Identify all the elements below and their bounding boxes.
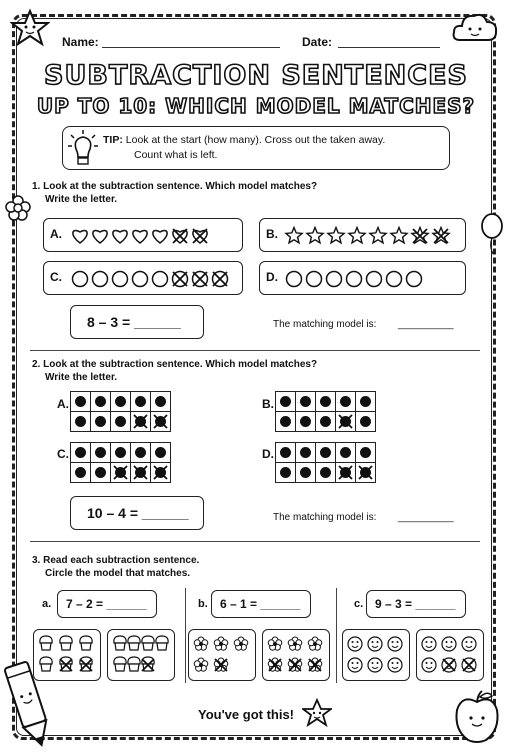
q1-equation-box — [70, 305, 204, 339]
q1-option-c[interactable] — [43, 261, 243, 295]
star-icon — [302, 698, 332, 728]
ten-frame-cell — [151, 463, 171, 483]
ten-frame-cell — [336, 392, 356, 412]
q1-option-b-model — [284, 224, 464, 248]
q3-part-letter: b. — [198, 598, 208, 610]
q1-matching-label: The matching model is: — [273, 319, 377, 330]
circle-icon — [193, 272, 208, 287]
q1-prompt-line1: 1. Look at the subtraction sentence. Which model matches? — [32, 181, 318, 192]
star-icon — [286, 228, 302, 243]
ten-frame-cell — [91, 392, 111, 412]
q3-model-icons — [34, 630, 100, 680]
smiley-icon — [388, 658, 402, 672]
ten-frame-cell — [296, 443, 316, 463]
q3-part-a-equation-box — [57, 590, 157, 618]
ten-frame-cell — [131, 463, 151, 483]
circle-icon — [327, 272, 342, 287]
ten-frame — [70, 442, 171, 483]
cupcake-icon — [80, 657, 92, 671]
star-icon — [370, 228, 386, 243]
cupcake-icon — [80, 636, 92, 650]
ten-frame-cell — [356, 443, 376, 463]
ten-frame-cell — [356, 412, 376, 432]
heart-icon — [193, 229, 207, 243]
q3-part-letter: c. — [354, 598, 364, 610]
flower-icon — [214, 637, 228, 650]
name-label: Name: — [62, 35, 99, 49]
q2-prompt-line1: 2. Look at the subtraction sentence. Which model matches? — [32, 359, 318, 370]
ten-frame-cell — [71, 392, 91, 412]
ten-frame-cell — [91, 463, 111, 483]
q2-option-letter: D. — [262, 447, 274, 461]
page-title: SUBTRACTION SENTENCES — [44, 60, 468, 91]
cupcake-icon — [142, 657, 154, 671]
ten-frame-cell — [131, 392, 151, 412]
heart-icon — [93, 231, 107, 243]
cloud-icon — [450, 8, 500, 48]
ten-frame-cell — [71, 412, 91, 432]
flower-icon — [194, 658, 208, 671]
ten-frame-cell — [316, 392, 336, 412]
ten-frame-cell — [336, 443, 356, 463]
circle-icon — [153, 272, 168, 287]
q3-part-b-equation: 6 – 1 = ______ — [220, 597, 301, 611]
footer-text: You've got this! — [198, 707, 295, 722]
ten-frame-cell — [316, 463, 336, 483]
q2-option-letter: C. — [57, 447, 69, 461]
star-icon — [328, 228, 344, 243]
q1-option-a[interactable] — [43, 218, 243, 252]
q2-matching-label: The matching model is: — [273, 512, 377, 523]
q1-prompt-line2: Write the letter. — [45, 194, 118, 205]
q2-equation: 10 – 4 = ______ — [87, 505, 189, 521]
circle-icon — [387, 272, 402, 287]
ten-frame-cell — [336, 412, 356, 432]
circle-icon — [173, 272, 188, 287]
q3-part-c-model-2[interactable] — [416, 629, 484, 681]
smiley-icon — [422, 637, 436, 651]
ten-frame-cell — [316, 443, 336, 463]
ten-frame-cell — [151, 412, 171, 432]
cupcake-icon — [156, 636, 168, 650]
q3-model-icons — [263, 630, 329, 680]
q1-prompt — [32, 180, 317, 206]
heart-icon — [153, 231, 167, 243]
ten-frame-cell — [356, 392, 376, 412]
ten-frame-cell — [151, 392, 171, 412]
q3-part-b-equation-box — [211, 590, 311, 618]
q2-option-letter: B. — [262, 397, 274, 411]
flower-icon — [308, 658, 322, 671]
star-icon — [391, 228, 407, 243]
ten-frame-cell — [111, 412, 131, 432]
ten-frame-cell — [296, 463, 316, 483]
heart-icon — [173, 229, 187, 243]
ten-frame-cell — [151, 443, 171, 463]
q1-option-letter: B. — [266, 227, 278, 241]
q3-part-c-model-1[interactable] — [342, 629, 410, 681]
ten-frame-cell — [111, 463, 131, 483]
cupcake-icon — [60, 636, 72, 650]
smiley-icon — [368, 658, 382, 672]
cupcake-icon — [114, 657, 126, 671]
q1-equation: 8 – 3 = ______ — [87, 314, 181, 330]
q3-part-b-model-1[interactable] — [188, 629, 256, 681]
ten-frame-cell — [296, 392, 316, 412]
q3-prompt — [32, 554, 199, 580]
ten-frame-cell — [71, 443, 91, 463]
circle-icon — [93, 272, 108, 287]
q3-model-icons — [343, 630, 409, 680]
ten-frame-cell — [91, 443, 111, 463]
q3-model-icons — [417, 630, 483, 680]
smiley-icon — [348, 658, 362, 672]
balloon-icon — [480, 212, 504, 256]
smiley-icon — [368, 637, 382, 651]
star-icon — [412, 228, 428, 244]
tip-text-line1: Look at the start (how many). Cross out the taken away. — [125, 134, 386, 146]
q3-model-icons — [189, 630, 255, 680]
ten-frame — [70, 391, 171, 432]
q3-part-b-model-2[interactable] — [262, 629, 330, 681]
smiley-icon — [442, 637, 456, 651]
flower-icon — [214, 658, 228, 671]
date-field[interactable] — [338, 47, 440, 48]
q3-model-icons — [108, 630, 174, 680]
name-field[interactable] — [102, 47, 280, 48]
tip-text-line2: Count what is left. — [134, 149, 218, 161]
star-icon — [433, 228, 449, 244]
q3-part-a-model-2[interactable] — [107, 629, 175, 681]
flower-icon — [268, 637, 282, 650]
q3-part-c-equation: 9 – 3 = ______ — [375, 597, 456, 611]
q3-prompt-line1: 3. Read each subtraction sentence. — [32, 555, 200, 566]
q2-option-letter: A. — [57, 397, 69, 411]
cupcake-icon — [40, 657, 52, 671]
cupcake-icon — [128, 636, 140, 650]
ten-frame-cell — [276, 443, 296, 463]
cupcake-icon — [142, 636, 154, 650]
ten-frame-cell — [276, 463, 296, 483]
ten-frame-cell — [91, 412, 111, 432]
q3-prompt-line2: Circle the model that matches. — [45, 568, 191, 579]
heart-icon — [73, 231, 87, 243]
cupcake-icon — [60, 657, 72, 671]
ten-frame-cell — [276, 392, 296, 412]
q1-option-letter: A. — [50, 227, 62, 241]
ten-frame-cell — [316, 412, 336, 432]
lightbulb-icon — [67, 129, 99, 169]
ten-frame — [275, 391, 376, 432]
divider — [30, 541, 480, 542]
ten-frame — [275, 442, 376, 483]
smiley-icon — [422, 658, 436, 672]
q1-option-d[interactable] — [259, 261, 466, 295]
q2-answer-field[interactable]: __________ — [398, 512, 454, 523]
divider — [336, 588, 337, 683]
heart-icon — [113, 231, 127, 243]
smiley-icon — [442, 658, 456, 672]
cupcake-icon — [114, 636, 126, 650]
q1-option-letter: C. — [50, 270, 62, 284]
q3-part-c-equation-box — [366, 590, 466, 618]
ten-frame-cell — [71, 463, 91, 483]
flower-icon — [288, 637, 302, 650]
circle-icon — [73, 272, 88, 287]
circle-icon — [407, 272, 422, 287]
q2-equation-box — [70, 496, 204, 530]
flower-icon — [234, 637, 248, 650]
flower-icon — [194, 637, 208, 650]
divider — [30, 350, 480, 351]
ten-frame-cell — [131, 443, 151, 463]
smiley-icon — [462, 637, 476, 651]
circle-icon — [367, 272, 382, 287]
tip-label: TIP: — [103, 134, 123, 146]
cupcake-icon — [40, 636, 52, 650]
q1-option-letter: D. — [266, 270, 278, 284]
circle-icon — [113, 272, 128, 287]
star-icon — [349, 228, 365, 243]
circle-icon — [307, 272, 322, 287]
ten-frame-cell — [296, 412, 316, 432]
flower-icon — [288, 658, 302, 671]
smiley-icon — [388, 637, 402, 651]
ten-frame-cell — [276, 412, 296, 432]
flower-icon — [308, 637, 322, 650]
circle-icon — [133, 272, 148, 287]
apple-icon — [452, 688, 502, 746]
ten-frame-cell — [131, 412, 151, 432]
q1-option-b[interactable] — [259, 218, 466, 252]
q1-option-a-model — [70, 224, 240, 248]
circle-icon — [213, 272, 228, 287]
heart-icon — [133, 231, 147, 243]
q3-part-a-model-1[interactable] — [33, 629, 101, 681]
ten-frame-cell — [111, 392, 131, 412]
q2-prompt — [32, 358, 317, 384]
q1-option-c-model — [70, 267, 240, 291]
flower-icon — [5, 195, 31, 221]
ten-frame-cell — [336, 463, 356, 483]
tip-box — [62, 126, 450, 170]
q1-option-d-model — [284, 267, 464, 291]
q2-prompt-line2: Write the letter. — [45, 372, 118, 383]
flower-icon — [268, 658, 282, 671]
ten-frame-cell — [356, 463, 376, 483]
q3-part-letter: a. — [42, 598, 52, 610]
ten-frame-cell — [111, 443, 131, 463]
smiley-icon — [462, 658, 476, 672]
circle-icon — [287, 272, 302, 287]
page-subtitle: UP TO 10: WHICH MODEL MATCHES? — [36, 94, 476, 118]
divider — [185, 588, 186, 683]
date-label: Date: — [302, 35, 333, 49]
star-icon — [10, 8, 50, 48]
smiley-icon — [348, 637, 362, 651]
q3-part-a-equation: 7 – 2 = ______ — [66, 597, 147, 611]
q1-answer-field[interactable]: __________ — [398, 319, 454, 330]
cupcake-icon — [128, 657, 140, 671]
star-icon — [307, 228, 323, 243]
circle-icon — [347, 272, 362, 287]
